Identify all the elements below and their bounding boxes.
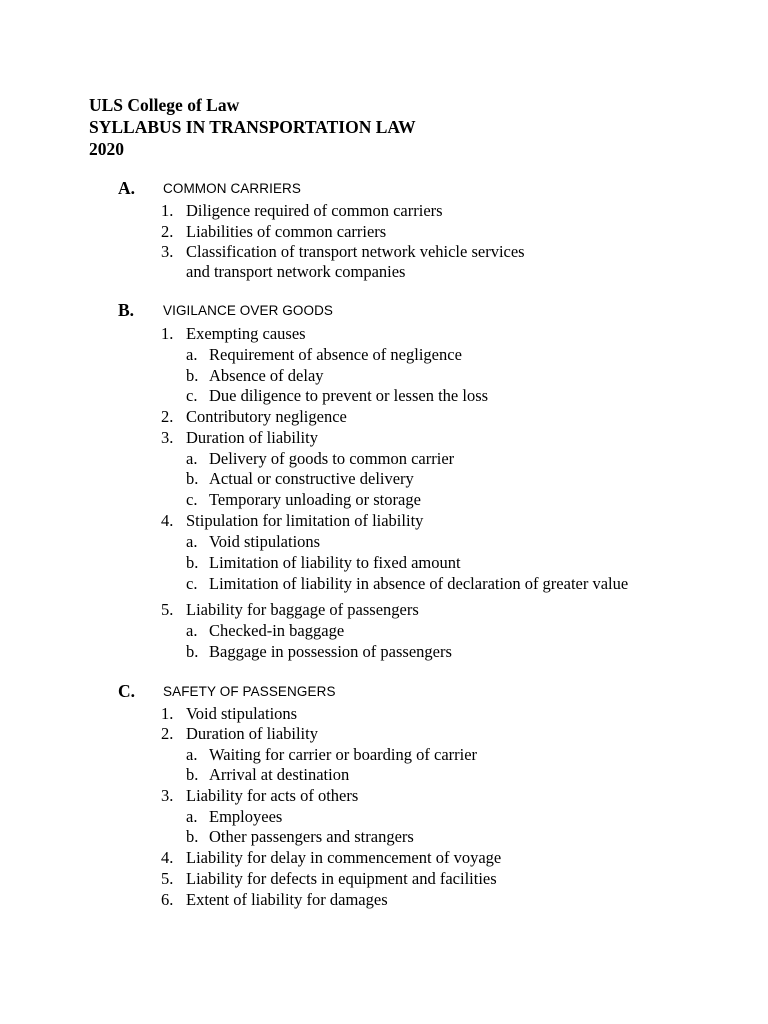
item-text: Limitation of liability to fixed amount	[209, 553, 461, 572]
item-text: Liability for baggage of passengers	[186, 600, 419, 619]
list-item	[0, 848, 768, 869]
item-number: 3.	[161, 428, 174, 447]
list-item	[0, 511, 768, 532]
document-header	[89, 94, 416, 160]
item-text: Liability for acts of others	[186, 786, 359, 805]
item-text: Liabilities of common carriers	[186, 222, 387, 241]
item-text: Arrival at destination	[209, 765, 350, 784]
item-text: Void stipulations	[209, 532, 321, 551]
sub-item	[0, 765, 768, 786]
item-number: 6.	[161, 890, 174, 909]
sub-item-marker: b.	[186, 827, 199, 846]
section-letter: C.	[118, 681, 136, 701]
item-text: Liability for delay in commencement of voyage	[186, 848, 502, 867]
item-number: 5.	[161, 600, 174, 619]
section-letter: B.	[118, 300, 135, 320]
section-title: SAFETY OF PASSENGERS	[163, 684, 336, 699]
sub-item-marker: a.	[186, 449, 198, 468]
sub-item	[0, 807, 768, 828]
item-text: Temporary unloading or storage	[209, 490, 421, 509]
list-item	[0, 201, 768, 222]
item-text: Limitation of liability in absence of declaration of greater value	[209, 574, 629, 593]
sub-item	[0, 532, 768, 553]
item-text: Exempting causes	[186, 324, 306, 343]
item-number: 3.	[161, 242, 174, 261]
item-text: Diligence required of common carriers	[186, 201, 443, 220]
sub-item-marker: b.	[186, 553, 199, 572]
list-item	[0, 407, 768, 428]
item-text: Baggage in possession of passengers	[209, 642, 452, 661]
item-text: Requirement of absence of negligence	[209, 345, 462, 364]
item-number: 4.	[161, 511, 174, 530]
sub-item-marker: a.	[186, 345, 198, 364]
list-item	[0, 324, 768, 345]
list-item	[0, 704, 768, 725]
list-item	[0, 600, 768, 621]
list-item	[0, 724, 768, 745]
list-item	[0, 869, 768, 890]
syllabus-title: SYLLABUS IN TRANSPORTATION LAW	[89, 117, 416, 137]
section-letter: A.	[118, 178, 136, 198]
sub-item-marker: c.	[186, 574, 198, 593]
sub-item-marker: a.	[186, 745, 198, 764]
item-text: and transport network companies	[186, 262, 406, 281]
sub-item-marker: b.	[186, 765, 199, 784]
item-number: 2.	[161, 724, 174, 743]
item-number: 4.	[161, 848, 174, 867]
sub-item	[0, 490, 768, 511]
item-number: 1.	[161, 704, 174, 723]
syllabus-year: 2020	[89, 139, 124, 159]
sub-item-marker: c.	[186, 490, 198, 509]
sub-item	[0, 745, 768, 766]
list-item	[0, 262, 768, 283]
item-text: Delivery of goods to common carrier	[209, 449, 455, 468]
section-title: COMMON CARRIERS	[163, 181, 302, 196]
college-name: ULS College of Law	[89, 95, 240, 115]
sub-item	[0, 345, 768, 366]
item-text: Duration of liability	[186, 428, 318, 447]
item-text: Absence of delay	[209, 366, 324, 385]
sub-item-marker: b.	[186, 469, 199, 488]
sub-item	[0, 449, 768, 470]
section-title: VIGILANCE OVER GOODS	[163, 303, 334, 318]
item-text: Actual or constructive delivery	[209, 469, 414, 488]
item-text: Duration of liability	[186, 724, 318, 743]
item-text: Waiting for carrier or boarding of carrier	[209, 745, 478, 764]
sub-item-marker: a.	[186, 621, 198, 640]
item-text: Other passengers and strangers	[209, 827, 414, 846]
item-number: 1.	[161, 324, 174, 343]
item-text: Liability for defects in equipment and facilities	[186, 869, 497, 888]
sub-item	[0, 366, 768, 387]
item-text: Classification of transport network vehicle services	[186, 242, 525, 261]
list-item	[0, 786, 768, 807]
item-text: Checked-in baggage	[209, 621, 345, 640]
sub-item	[0, 469, 768, 490]
item-number: 5.	[161, 869, 174, 888]
list-item	[0, 242, 768, 263]
sub-item	[0, 621, 768, 642]
item-text: Contributory negligence	[186, 407, 347, 426]
item-text: Extent of liability for damages	[186, 890, 388, 909]
item-number: 2.	[161, 222, 174, 241]
item-text: Void stipulations	[186, 704, 298, 723]
item-number: 3.	[161, 786, 174, 805]
item-text: Due diligence to prevent or lessen the loss	[209, 386, 489, 405]
sub-item-marker: c.	[186, 386, 198, 405]
sub-item	[0, 386, 768, 407]
sub-item	[0, 642, 768, 663]
sub-item-marker: a.	[186, 807, 198, 826]
sub-item	[0, 553, 768, 574]
sub-item-marker: b.	[186, 642, 199, 661]
list-item	[0, 428, 768, 449]
item-text: Employees	[209, 807, 283, 826]
sub-item-marker: a.	[186, 532, 198, 551]
item-text: Stipulation for limitation of liability	[186, 511, 424, 530]
item-number: 2.	[161, 407, 174, 426]
sub-item	[0, 574, 768, 595]
sub-item	[0, 827, 768, 848]
item-number: 1.	[161, 201, 174, 220]
list-item	[0, 890, 768, 911]
sub-item-marker: b.	[186, 366, 199, 385]
list-item	[0, 222, 768, 243]
